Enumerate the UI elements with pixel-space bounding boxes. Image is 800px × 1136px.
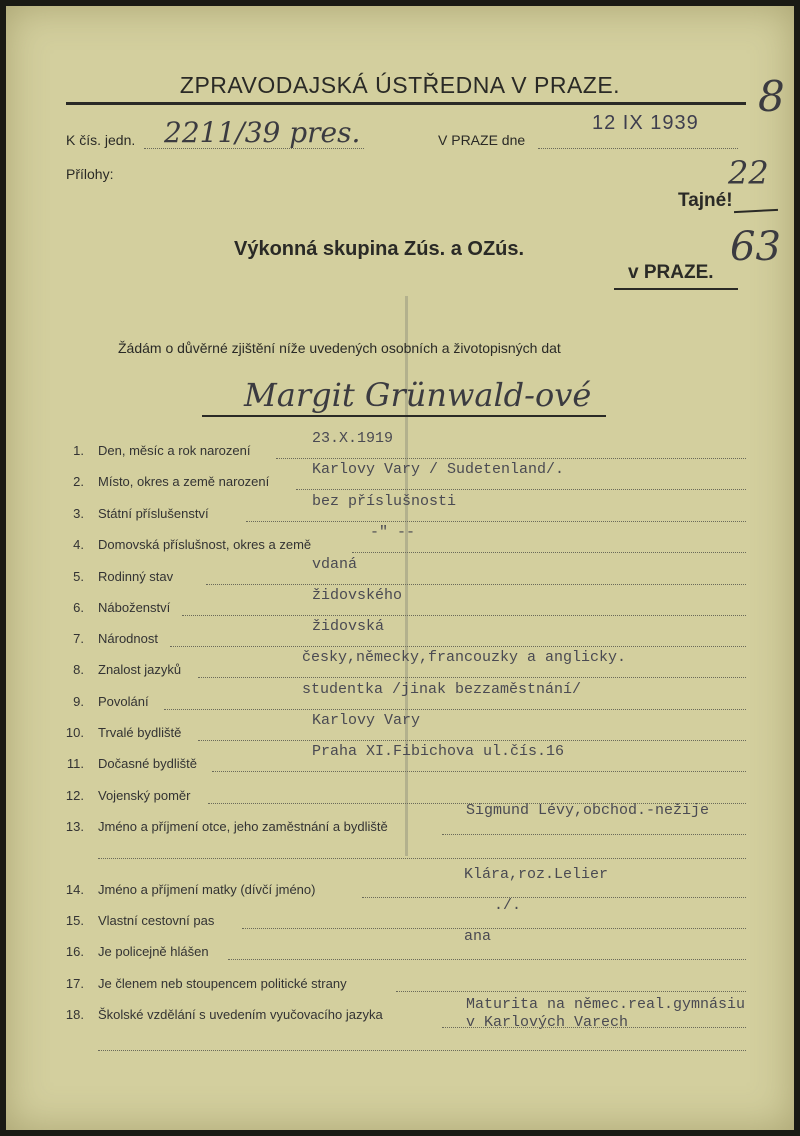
field-number: 2. (73, 474, 84, 489)
secret-label: Tajné! (678, 190, 733, 211)
field-value: Karlovy Vary / Sudetenland/. (312, 461, 565, 478)
field-number: 3. (73, 506, 84, 521)
subject-name-rule (202, 415, 606, 417)
ref-label: K čís. jedn. (66, 132, 136, 148)
field-label: Je policejně hlášen (98, 944, 209, 959)
field-dotted-line (246, 521, 746, 522)
field-value: česky,německy,francouzky a anglicky. (302, 649, 627, 666)
field-number: 11. (66, 756, 84, 771)
field-value: studentka /jinak bezzaměstnání/ (302, 681, 582, 698)
field-dotted-line (442, 834, 746, 835)
field-number: 1. (73, 443, 84, 458)
field-number: 5. (73, 569, 84, 584)
document-sheet (6, 6, 794, 1130)
field-value: 23.X.1919 (312, 430, 394, 447)
field-number: 8. (73, 662, 84, 677)
field-number: 9. (73, 694, 84, 709)
field-label: Rodinný stav (98, 569, 174, 584)
field-dotted-line (182, 615, 746, 616)
field-number: 7. (73, 631, 84, 646)
field-value: Klára,roz.Lelier (464, 866, 609, 883)
field-label: Jméno a příjmení otce, jeho zaměstnání a bydliště (98, 819, 388, 834)
field-value: ana (464, 928, 492, 945)
addressee-place: v PRAZE. (628, 262, 714, 283)
request-text: Žádám o důvěrné zjištění níže uvedených osobních a životopisných dat (118, 340, 561, 356)
addressee-name: Výkonná skupina Zús. a OZús. (234, 238, 525, 260)
date-dotted-line (538, 148, 738, 149)
field-dotted-line (212, 771, 746, 772)
field-label: Povolání (98, 694, 149, 709)
subject-name: Margit Grünwald-ové (244, 376, 592, 414)
field-label: Vlastní cestovní pas (98, 913, 215, 928)
field-label: Domovská příslušnost, okres a země (98, 537, 312, 552)
field-label: Trvalé bydliště (98, 725, 182, 740)
field-dotted-line (396, 991, 746, 992)
field-dotted-line (206, 584, 746, 585)
field-dotted-line (164, 709, 746, 710)
margin-number-mid: 22 (728, 154, 769, 192)
field-value: vdaná (312, 556, 358, 573)
field-label: Státní příslušenství (98, 506, 209, 521)
field-label: Znalost jazyků (98, 662, 182, 677)
field-value: židovská (312, 618, 385, 635)
field-dotted-line (296, 489, 746, 490)
field-value-line-2: v Karlových Varech (466, 1014, 629, 1031)
field-value: židovského (312, 587, 403, 604)
field-dotted-line (276, 458, 746, 459)
date-stamp: 12 IX 1939 (592, 112, 699, 134)
field-number: 16. (65, 944, 84, 959)
field-dotted-line (362, 897, 746, 898)
field-dotted-line (198, 740, 746, 741)
secret-underline (734, 209, 778, 213)
field-number: 6. (73, 600, 84, 615)
field-number: 10. (65, 725, 84, 740)
field-dotted-line (228, 959, 746, 960)
field-dotted-line-2 (98, 858, 746, 859)
field-label: Školské vzdělání s uvedením vyučovacího jazyka (98, 1007, 383, 1022)
field-label: Dočasné bydliště (98, 756, 197, 771)
field-label: Den, měsíc a rok narození (98, 443, 251, 458)
title-rule (66, 102, 746, 105)
ref-value: 2211/39 pres. (164, 116, 361, 149)
field-value: Praha XI.Fibichova ul.čís.16 (312, 743, 565, 760)
field-label: Je členem neb stoupencem politické strany (98, 976, 347, 991)
field-dotted-line (242, 928, 746, 929)
field-label: Náboženství (98, 600, 171, 615)
place-date-label: V PRAZE dne (438, 132, 526, 148)
field-dotted-line (352, 552, 746, 553)
field-label: Národnost (98, 631, 158, 646)
attachments-label: Přílohy: (66, 166, 114, 182)
field-label: Jméno a příjmení matky (dívčí jméno) (98, 882, 316, 897)
field-dotted-line (170, 646, 746, 647)
field-dotted-line-2 (98, 1050, 746, 1051)
field-number: 15. (65, 913, 84, 928)
field-dotted-line (442, 1027, 746, 1028)
field-value: -" -- (370, 524, 416, 541)
field-number: 12. (65, 788, 84, 803)
field-number: 14. (65, 882, 84, 897)
field-label: Vojenský poměr (98, 788, 191, 803)
field-value: bez příslušnosti (312, 493, 457, 510)
field-label: Místo, okres a země narození (98, 474, 270, 489)
field-value: Karlovy Vary (312, 712, 421, 729)
addressee-underline (614, 288, 738, 290)
margin-number-low: 63 (730, 224, 781, 270)
field-value: ./. (494, 897, 522, 914)
document-title: ZPRAVODAJSKÁ ÚSTŘEDNA V PRAZE. (179, 72, 621, 98)
field-number: 13. (65, 819, 84, 834)
field-number: 17. (65, 976, 84, 991)
field-number: 4. (73, 537, 84, 552)
field-dotted-line (198, 677, 746, 678)
field-value: Maturita na němec.real.gymnásiu (466, 996, 746, 1013)
margin-number-top: 8 (758, 72, 785, 121)
field-number: 18. (65, 1007, 84, 1022)
field-value: Sigmund Lévy,obchod.-nežije (466, 802, 710, 819)
